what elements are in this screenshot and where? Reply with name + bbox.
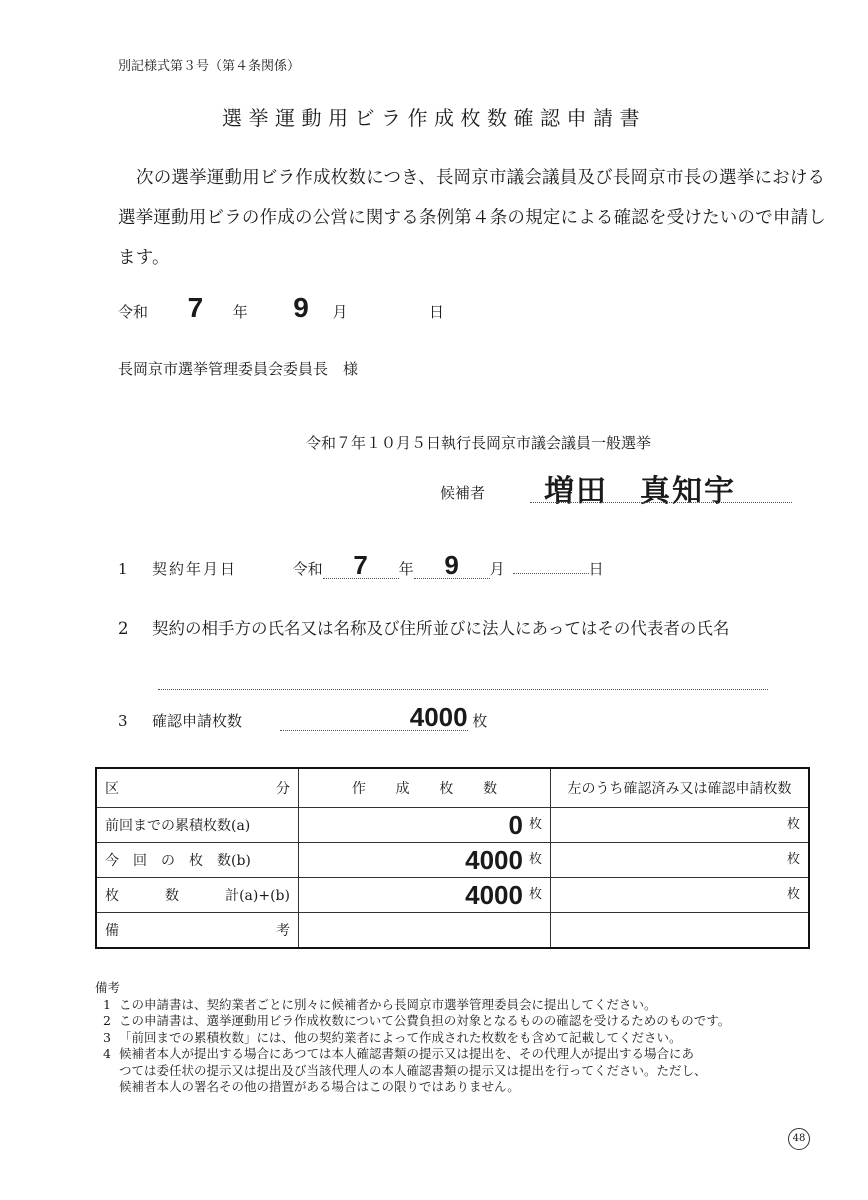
item-label: 契約の相手方の氏名又は名称及び住所並びに法人にあってはその代表者の氏名 <box>152 619 730 638</box>
election-name: 令和７年１０月５日執行長岡京市議会議員一般選挙 <box>306 434 652 452</box>
note-text: 候補者本人が提出する場合にあつては本人確認書類の提示又は提出を、その代理人が提出する場合にあ <box>119 1046 695 1061</box>
header-created-char: 数 <box>483 781 498 797</box>
note-number: 4 <box>103 1046 111 1061</box>
form-number: 別記様式第３号（第４条関係） <box>118 59 301 74</box>
created-unit: 枚 <box>528 816 542 832</box>
date-day-label: 日 <box>429 303 445 321</box>
row-label <box>96 913 299 949</box>
created-unit: 枚 <box>528 886 542 902</box>
table-row <box>96 878 809 913</box>
item-label: 確認申請枚数 <box>152 712 243 730</box>
table-row-remarks <box>96 913 809 949</box>
created-unit: 枚 <box>528 851 542 867</box>
item-requested-count <box>118 702 488 732</box>
row-label: 今 回 の 枚 数(b) <box>96 843 299 878</box>
item-number: 1 <box>118 560 128 578</box>
header-category <box>96 768 299 808</box>
created-cell[interactable] <box>299 808 551 843</box>
note-text-continued: つては委任状の提示又は提出及び当該代理人の本人確認書類の提示又は提出を行ってください。ただし、 <box>119 1062 707 1078</box>
contract-day-label: 日 <box>588 560 604 578</box>
remarks-cell[interactable] <box>299 913 551 949</box>
created-value[interactable]: 0 <box>508 809 523 840</box>
count-table <box>95 767 810 949</box>
table-header-row <box>96 768 809 808</box>
note-text-continued: 候補者本人の署名その他の措置がある場合はこの限りではありません。 <box>119 1079 520 1094</box>
header-created <box>299 768 551 808</box>
notes-section <box>95 980 730 1096</box>
contract-month-value[interactable]: 9 <box>444 550 459 580</box>
header-created-char: 枚 <box>439 781 454 797</box>
note-text: この申請書は、選挙運動用ビラ作成枚数について公費負担の対象となるものの確認を受けるためのものです。 <box>119 1013 731 1028</box>
item-number: 3 <box>118 712 128 730</box>
item-contract-date <box>118 550 604 580</box>
created-value[interactable]: 4000 <box>465 879 523 910</box>
remarks-cell[interactable] <box>551 913 810 949</box>
date-month-value[interactable]: 9 <box>293 292 309 323</box>
confirmed-unit: 枚 <box>786 816 800 832</box>
row-label-part: 考 <box>276 923 290 939</box>
row-label <box>96 878 299 913</box>
contract-year-label: 年 <box>398 560 414 578</box>
created-cell[interactable] <box>299 878 551 913</box>
row-label-part: 計(a)+(b) <box>225 888 290 904</box>
item-number: 2 <box>118 619 129 638</box>
note-text: この申請書は、契約業者ごとに別々に候補者から長岡京市選挙管理委員会に提出してください。 <box>119 996 657 1012</box>
requested-count-value[interactable]: 4000 <box>409 702 468 732</box>
row-label-part: 枚 <box>105 888 119 904</box>
confirmed-unit: 枚 <box>786 851 800 867</box>
date-year-label: 年 <box>232 303 248 321</box>
confirmed-cell[interactable] <box>551 878 810 913</box>
note-item <box>95 997 730 1014</box>
note-number: 3 <box>103 1029 111 1045</box>
note-item <box>95 1030 730 1047</box>
confirmed-unit: 枚 <box>786 886 800 902</box>
note-item <box>95 1013 730 1030</box>
item-label: 契約年月日 <box>152 560 238 578</box>
created-cell[interactable] <box>299 843 551 878</box>
candidate-name-field[interactable]: 増田 真知宇 <box>544 475 736 508</box>
contractor-field[interactable] <box>158 689 768 690</box>
note-text: 「前回までの累積枚数」には、他の契約業者によって作成された枚数をも含めて記載してください。 <box>119 1029 682 1045</box>
application-date <box>118 292 444 324</box>
header-created-char: 成 <box>395 781 410 797</box>
confirmed-cell[interactable] <box>551 808 810 843</box>
header-created-char: 作 <box>351 781 366 797</box>
contract-month-label: 月 <box>489 560 505 578</box>
addressee: 長岡京市選挙管理委員会委員長 様 <box>118 360 359 378</box>
date-year-value[interactable]: 7 <box>187 292 204 323</box>
document-title: 選挙運動用ビラ作成枚数確認申請書 <box>222 106 646 130</box>
created-value[interactable]: 4000 <box>465 844 523 875</box>
header-category-left: 区 <box>105 781 119 797</box>
header-confirmed: 左のうち確認済み又は確認申請枚数 <box>551 768 810 808</box>
date-month-label: 月 <box>332 303 348 321</box>
note-item <box>95 1046 730 1063</box>
candidate-underline <box>530 502 792 503</box>
table-row <box>96 808 809 843</box>
header-category-right: 分 <box>276 781 290 797</box>
intro-text: 次の選挙運動用ビラ作成枚数につき、長岡京市議会議員及び長岡京市長の選挙における選挙運動用ビラの作成の公営に関する条例第４条の規定による確認を受けたいので申請します。 <box>118 168 826 268</box>
table-row <box>96 843 809 878</box>
contract-year-value[interactable]: 7 <box>353 550 368 580</box>
note-number: 1 <box>103 996 111 1012</box>
row-label-part: 備 <box>105 923 119 939</box>
note-number: 2 <box>103 1013 111 1028</box>
requested-count-unit: 枚 <box>472 712 488 730</box>
row-label-part: 数 <box>165 888 180 904</box>
row-label: 前回までの累積枚数(a) <box>96 808 299 843</box>
date-era: 令和 <box>118 303 149 321</box>
contract-era: 令和 <box>292 560 323 578</box>
item-contractor <box>118 615 729 639</box>
candidate-label: 候補者 <box>440 484 486 502</box>
notes-heading: 備考 <box>95 980 121 995</box>
confirmed-cell[interactable] <box>551 843 810 878</box>
page-number: 48 <box>788 1128 810 1150</box>
